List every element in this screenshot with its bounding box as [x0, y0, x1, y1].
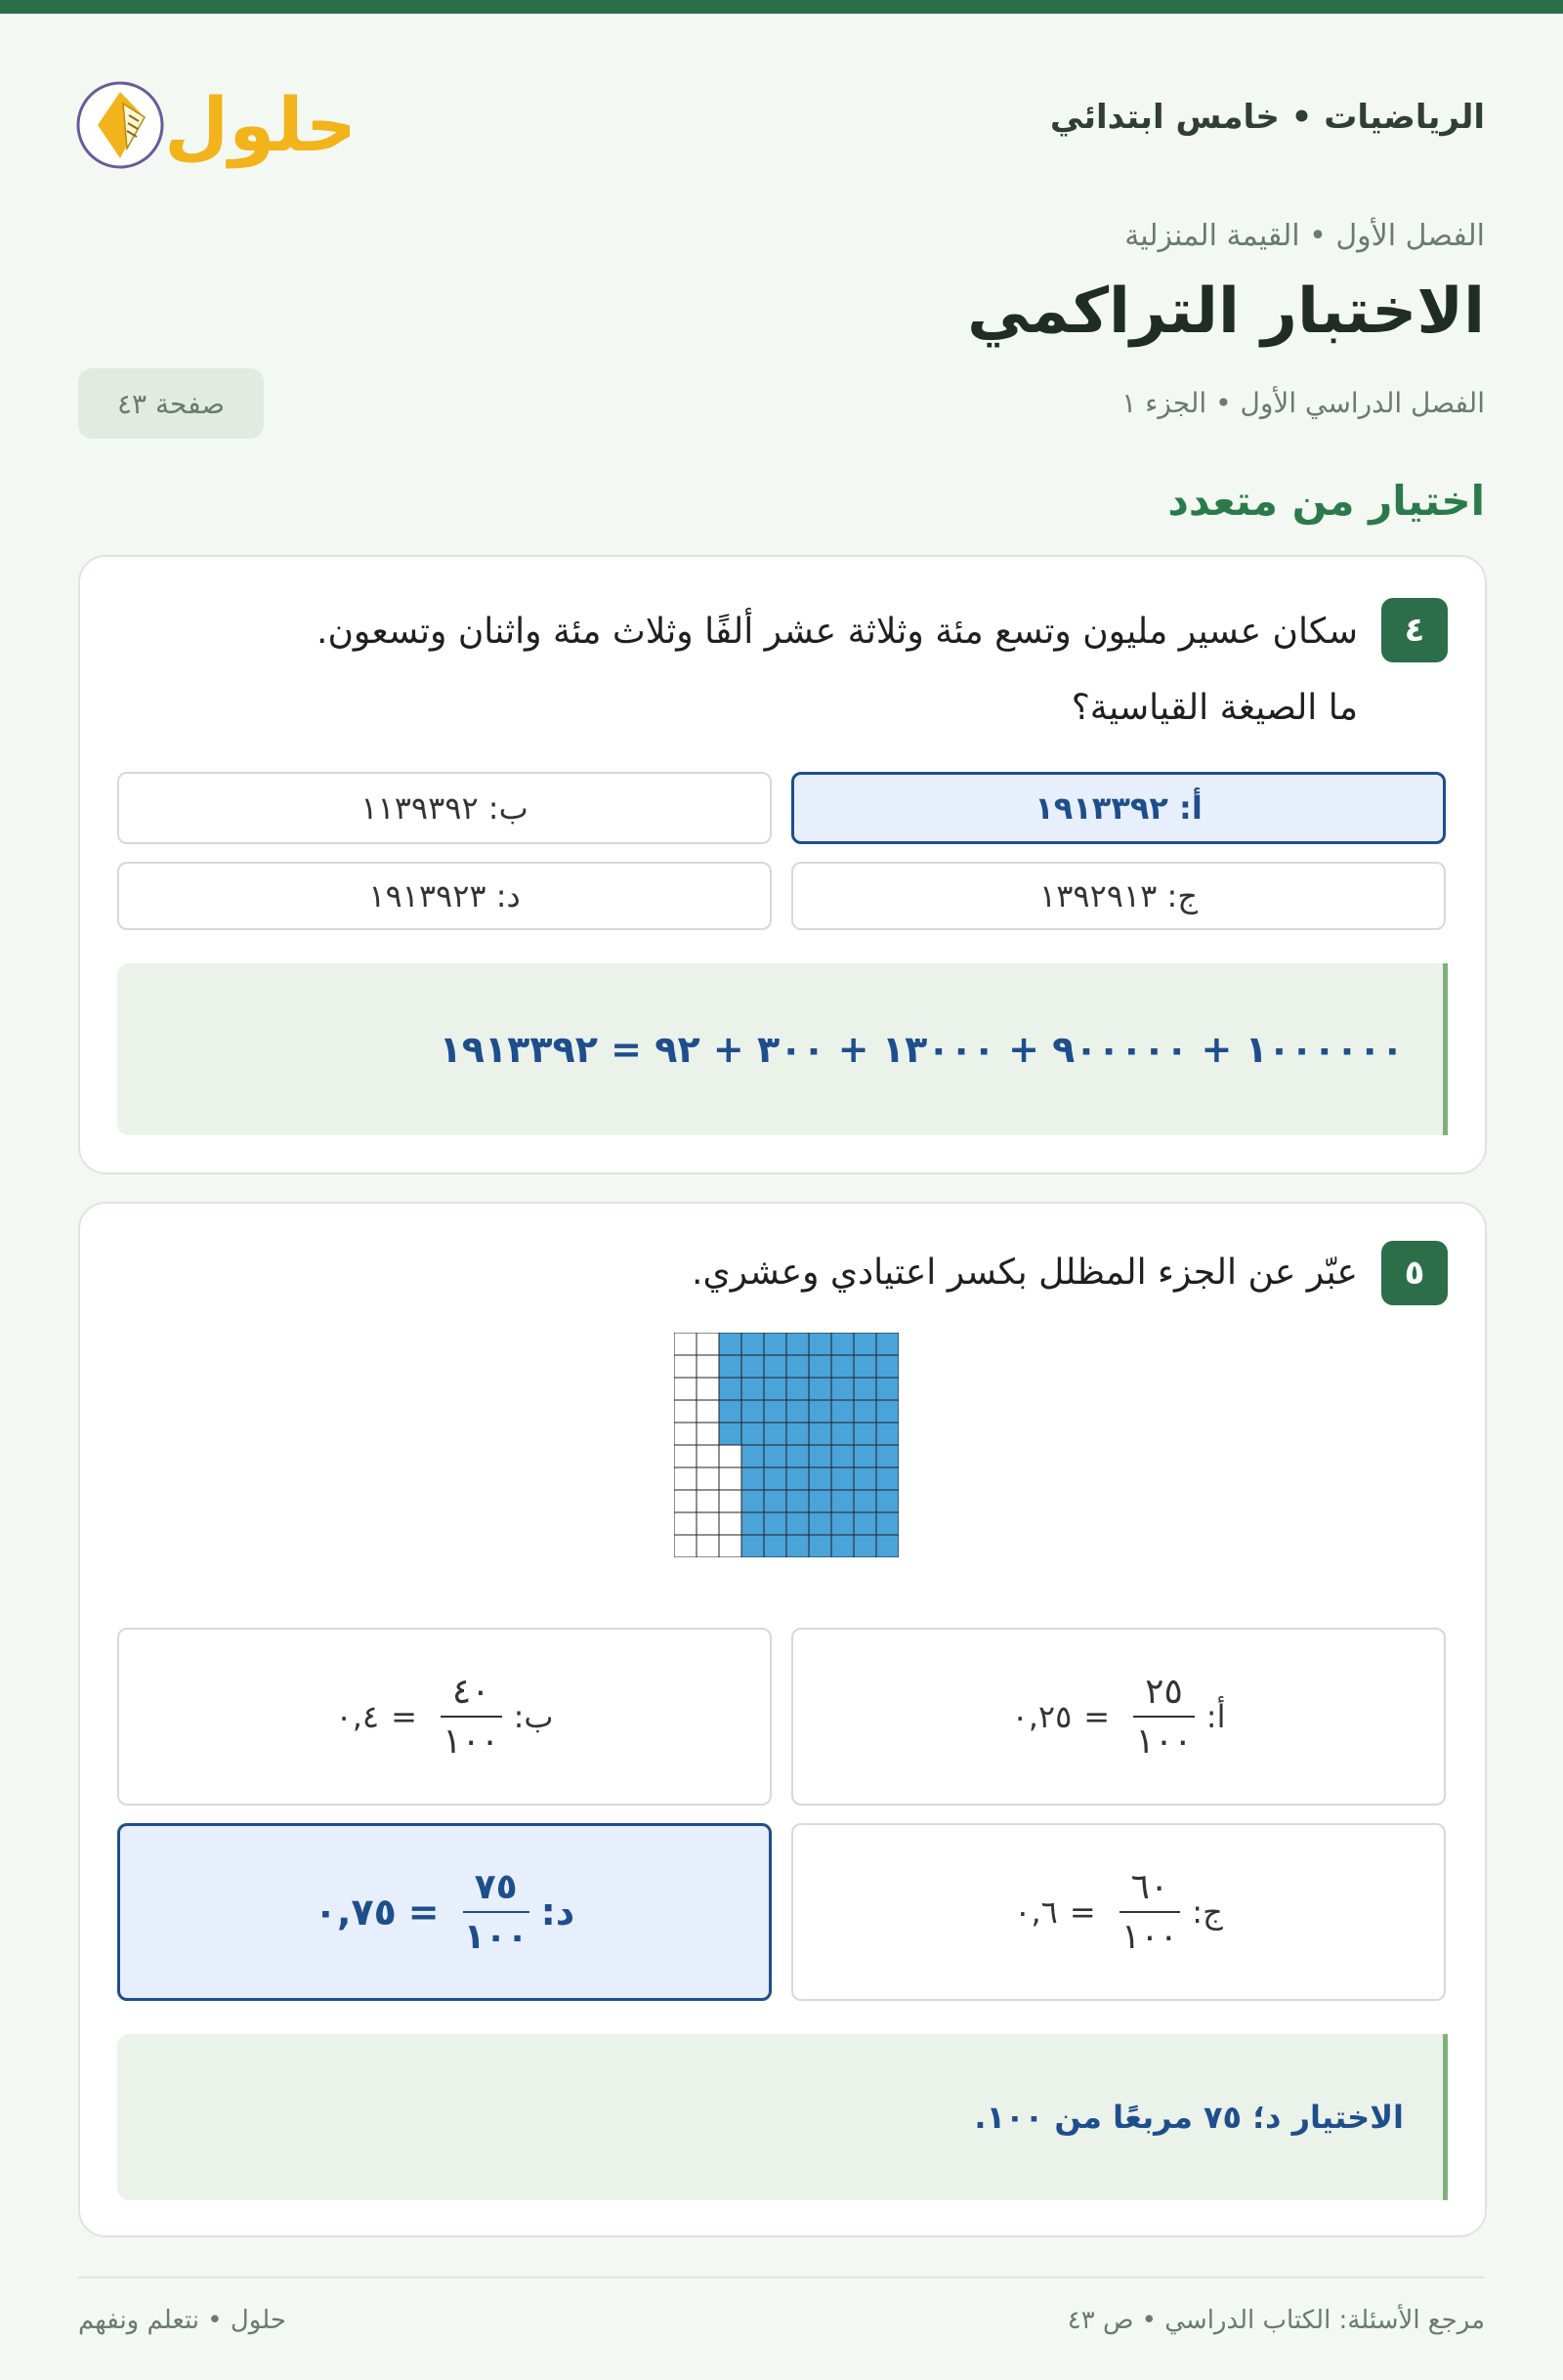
equals-sign: =: [391, 1698, 417, 1735]
grid-cell: [786, 1467, 809, 1490]
grid-cell: [854, 1445, 876, 1467]
grid-cell: [719, 1535, 741, 1557]
grid-cell: [809, 1512, 831, 1535]
grid-cell: [831, 1512, 854, 1535]
footer-reference: مرجع الأسئلة: الكتاب الدراسي • ص ٤٣: [1067, 2306, 1485, 2335]
grid-cell: [741, 1467, 764, 1490]
grid-cell: [697, 1423, 719, 1445]
footer-divider: [78, 2276, 1485, 2278]
option-prefix: أ:: [1205, 1698, 1226, 1735]
grid-cell: [764, 1333, 786, 1355]
grid-cell: [854, 1355, 876, 1378]
grid-cell: [809, 1490, 831, 1512]
grid-cell: [674, 1378, 697, 1400]
grid-cell: [809, 1333, 831, 1355]
grid-cell: [719, 1333, 741, 1355]
question-number-badge: ٤: [1381, 598, 1448, 662]
grid-cell: [854, 1400, 876, 1423]
decimal-value: ٠,٢٥: [1011, 1698, 1073, 1735]
equals-sign: =: [1069, 1893, 1096, 1931]
grid-cell: [876, 1512, 899, 1535]
decimal-value: ٠,٧٥: [314, 1891, 397, 1934]
logo-text: حلول: [164, 81, 350, 168]
grid-cell: [876, 1400, 899, 1423]
grid-cell: [764, 1423, 786, 1445]
grid-cell: [809, 1378, 831, 1400]
grid-cell: [854, 1378, 876, 1400]
grid-cell: [876, 1355, 899, 1378]
solution-text: ١٠٠٠٠٠٠ + ٩٠٠٠٠٠ + ١٣٠٠٠ + ٣٠٠ + ٩٢ = ١٩١٣٣٩٢: [439, 1028, 1404, 1071]
grid-cell: [831, 1333, 854, 1355]
grid-cell: [719, 1445, 741, 1467]
grid-cell: [809, 1445, 831, 1467]
option-d[interactable]: [117, 1823, 772, 2001]
grid-cell: [697, 1378, 719, 1400]
grid-cell: [831, 1490, 854, 1512]
grid-cell: [741, 1512, 764, 1535]
fraction: [1133, 1672, 1195, 1762]
grid-cell: [876, 1490, 899, 1512]
option-a[interactable]: [791, 1628, 1446, 1806]
grid-cell: [809, 1400, 831, 1423]
footer-brand: حلول • نتعلم ونفهم: [78, 2306, 286, 2335]
solution-box: [117, 963, 1448, 1135]
option-b[interactable]: ب: ١١٣٩٣٩٢: [117, 772, 772, 844]
grid-cell: [697, 1355, 719, 1378]
grid-cell: [854, 1423, 876, 1445]
option-d[interactable]: د: ١٩١٣٩٢٣: [117, 862, 772, 930]
grid-cell: [764, 1355, 786, 1378]
option-c[interactable]: [791, 1823, 1446, 2001]
term-label: الفصل الدراسي الأول • الجزء ١: [1121, 387, 1485, 419]
grid-cell: [719, 1400, 741, 1423]
grid-cell: [764, 1467, 786, 1490]
grid-cell: [719, 1490, 741, 1512]
chapter-label: الفصل الأول • القيمة المنزلية: [1124, 219, 1485, 253]
question-text: سكان عسير مليون وتسع مئة وثلاثة عشر ألفًا وثلاث مئة واثنان وتسعون.: [317, 612, 1358, 652]
grid-cell: [697, 1512, 719, 1535]
grid-cell: [854, 1333, 876, 1355]
grid-cell: [697, 1400, 719, 1423]
grid-cell: [719, 1512, 741, 1535]
section-title: اختيار من متعدد: [1167, 477, 1485, 525]
decimal-value: ٠,٦: [1014, 1893, 1058, 1931]
question-number-badge: ٥: [1381, 1241, 1448, 1305]
grid-cell: [786, 1535, 809, 1557]
grid-cell: [697, 1333, 719, 1355]
grid-cell: [831, 1467, 854, 1490]
logo: [76, 64, 350, 172]
grid-cell: [741, 1423, 764, 1445]
grid-cell: [697, 1490, 719, 1512]
grid-cell: [876, 1445, 899, 1467]
fraction: [1119, 1867, 1181, 1957]
grid-cell: [697, 1535, 719, 1557]
solution-box: [117, 2034, 1448, 2200]
subject-label: الرياضيات • خامس ابتدائي: [1049, 98, 1485, 137]
question-text-line2: ما الصيغة القياسية؟: [1071, 688, 1358, 728]
fraction: [463, 1867, 529, 1957]
grid-cell: [719, 1355, 741, 1378]
grid-cell: [674, 1355, 697, 1378]
grid-cell: [831, 1423, 854, 1445]
grid-cell: [697, 1467, 719, 1490]
grid-cell: [854, 1490, 876, 1512]
denominator: ١٠٠: [1135, 1721, 1193, 1762]
grid-cell: [674, 1535, 697, 1557]
page-title: الاختبار التراكمي: [967, 276, 1485, 348]
grid-cell: [674, 1490, 697, 1512]
grid-cell: [876, 1467, 899, 1490]
grid-cell: [876, 1423, 899, 1445]
grid-cell: [854, 1535, 876, 1557]
grid-cell: [674, 1445, 697, 1467]
grid-cell: [809, 1355, 831, 1378]
grid-cell: [741, 1445, 764, 1467]
grid-cell: [741, 1490, 764, 1512]
question-card-4: [78, 555, 1487, 1174]
numerator: ٢٥: [1133, 1672, 1195, 1718]
equals-sign: =: [407, 1891, 440, 1934]
grid-cell: [764, 1445, 786, 1467]
grid-cell: [831, 1378, 854, 1400]
denominator: ١٠٠: [463, 1917, 528, 1957]
grid-cell: [786, 1445, 809, 1467]
denominator: ١٠٠: [443, 1721, 500, 1762]
option-prefix: ج:: [1192, 1893, 1223, 1931]
grid-cell: [719, 1378, 741, 1400]
numerator: ٧٥: [463, 1867, 529, 1913]
grid-cell: [741, 1400, 764, 1423]
grid-cell: [786, 1512, 809, 1535]
grid-cell: [831, 1400, 854, 1423]
grid-cell: [764, 1535, 786, 1557]
grid-cell: [786, 1400, 809, 1423]
grid-cell: [674, 1400, 697, 1423]
option-a[interactable]: أ: ١٩١٣٣٩٢: [791, 772, 1446, 844]
denominator: ١٠٠: [1120, 1917, 1178, 1957]
fraction: [441, 1672, 502, 1762]
grid-cell: [764, 1490, 786, 1512]
grid-cell: [674, 1467, 697, 1490]
grid-cell: [764, 1378, 786, 1400]
grid-cell: [786, 1333, 809, 1355]
grid-cell: [809, 1467, 831, 1490]
grid-cell: [674, 1423, 697, 1445]
grid-cell: [719, 1423, 741, 1445]
grid-cell: [674, 1512, 697, 1535]
option-b[interactable]: [117, 1628, 772, 1806]
grid-cell: [786, 1490, 809, 1512]
grid-cell: [876, 1535, 899, 1557]
grid-cell: [831, 1535, 854, 1557]
grid-cell: [854, 1467, 876, 1490]
grid-cell: [876, 1333, 899, 1355]
grid-cell: [741, 1355, 764, 1378]
top-accent-bar: [0, 0, 1563, 14]
hundred-grid: [674, 1333, 899, 1557]
question-text: عبّر عن الجزء المظلل بكسر اعتيادي وعشري.: [692, 1253, 1358, 1293]
grid-cell: [719, 1467, 741, 1490]
option-prefix: ب:: [513, 1698, 554, 1735]
page-badge: صفحة ٤٣: [78, 368, 264, 439]
grid-cell: [741, 1333, 764, 1355]
numerator: ٦٠: [1119, 1867, 1181, 1913]
grid-cell: [831, 1355, 854, 1378]
grid-cell: [697, 1445, 719, 1467]
grid-cell: [786, 1423, 809, 1445]
numerator: ٤٠: [441, 1672, 502, 1718]
equals-sign: =: [1083, 1698, 1111, 1735]
grid-cell: [786, 1378, 809, 1400]
decimal-value: ٠,٤: [335, 1698, 380, 1735]
grid-cell: [674, 1333, 697, 1355]
grid-cell: [741, 1535, 764, 1557]
option-c[interactable]: ج: ١٣٩٢٩١٣: [791, 862, 1446, 930]
option-prefix: د:: [540, 1891, 575, 1934]
grid-cell: [741, 1378, 764, 1400]
grid-cell: [876, 1378, 899, 1400]
grid-cell: [831, 1445, 854, 1467]
grid-cell: [809, 1535, 831, 1557]
solution-text: الاختيار د؛ ٧٥ مربعًا من ١٠٠.: [974, 2099, 1404, 2136]
grid-cell: [764, 1400, 786, 1423]
grid-cell: [809, 1423, 831, 1445]
grid-cell: [854, 1512, 876, 1535]
grid-cell: [786, 1355, 809, 1378]
grid-cell: [764, 1512, 786, 1535]
